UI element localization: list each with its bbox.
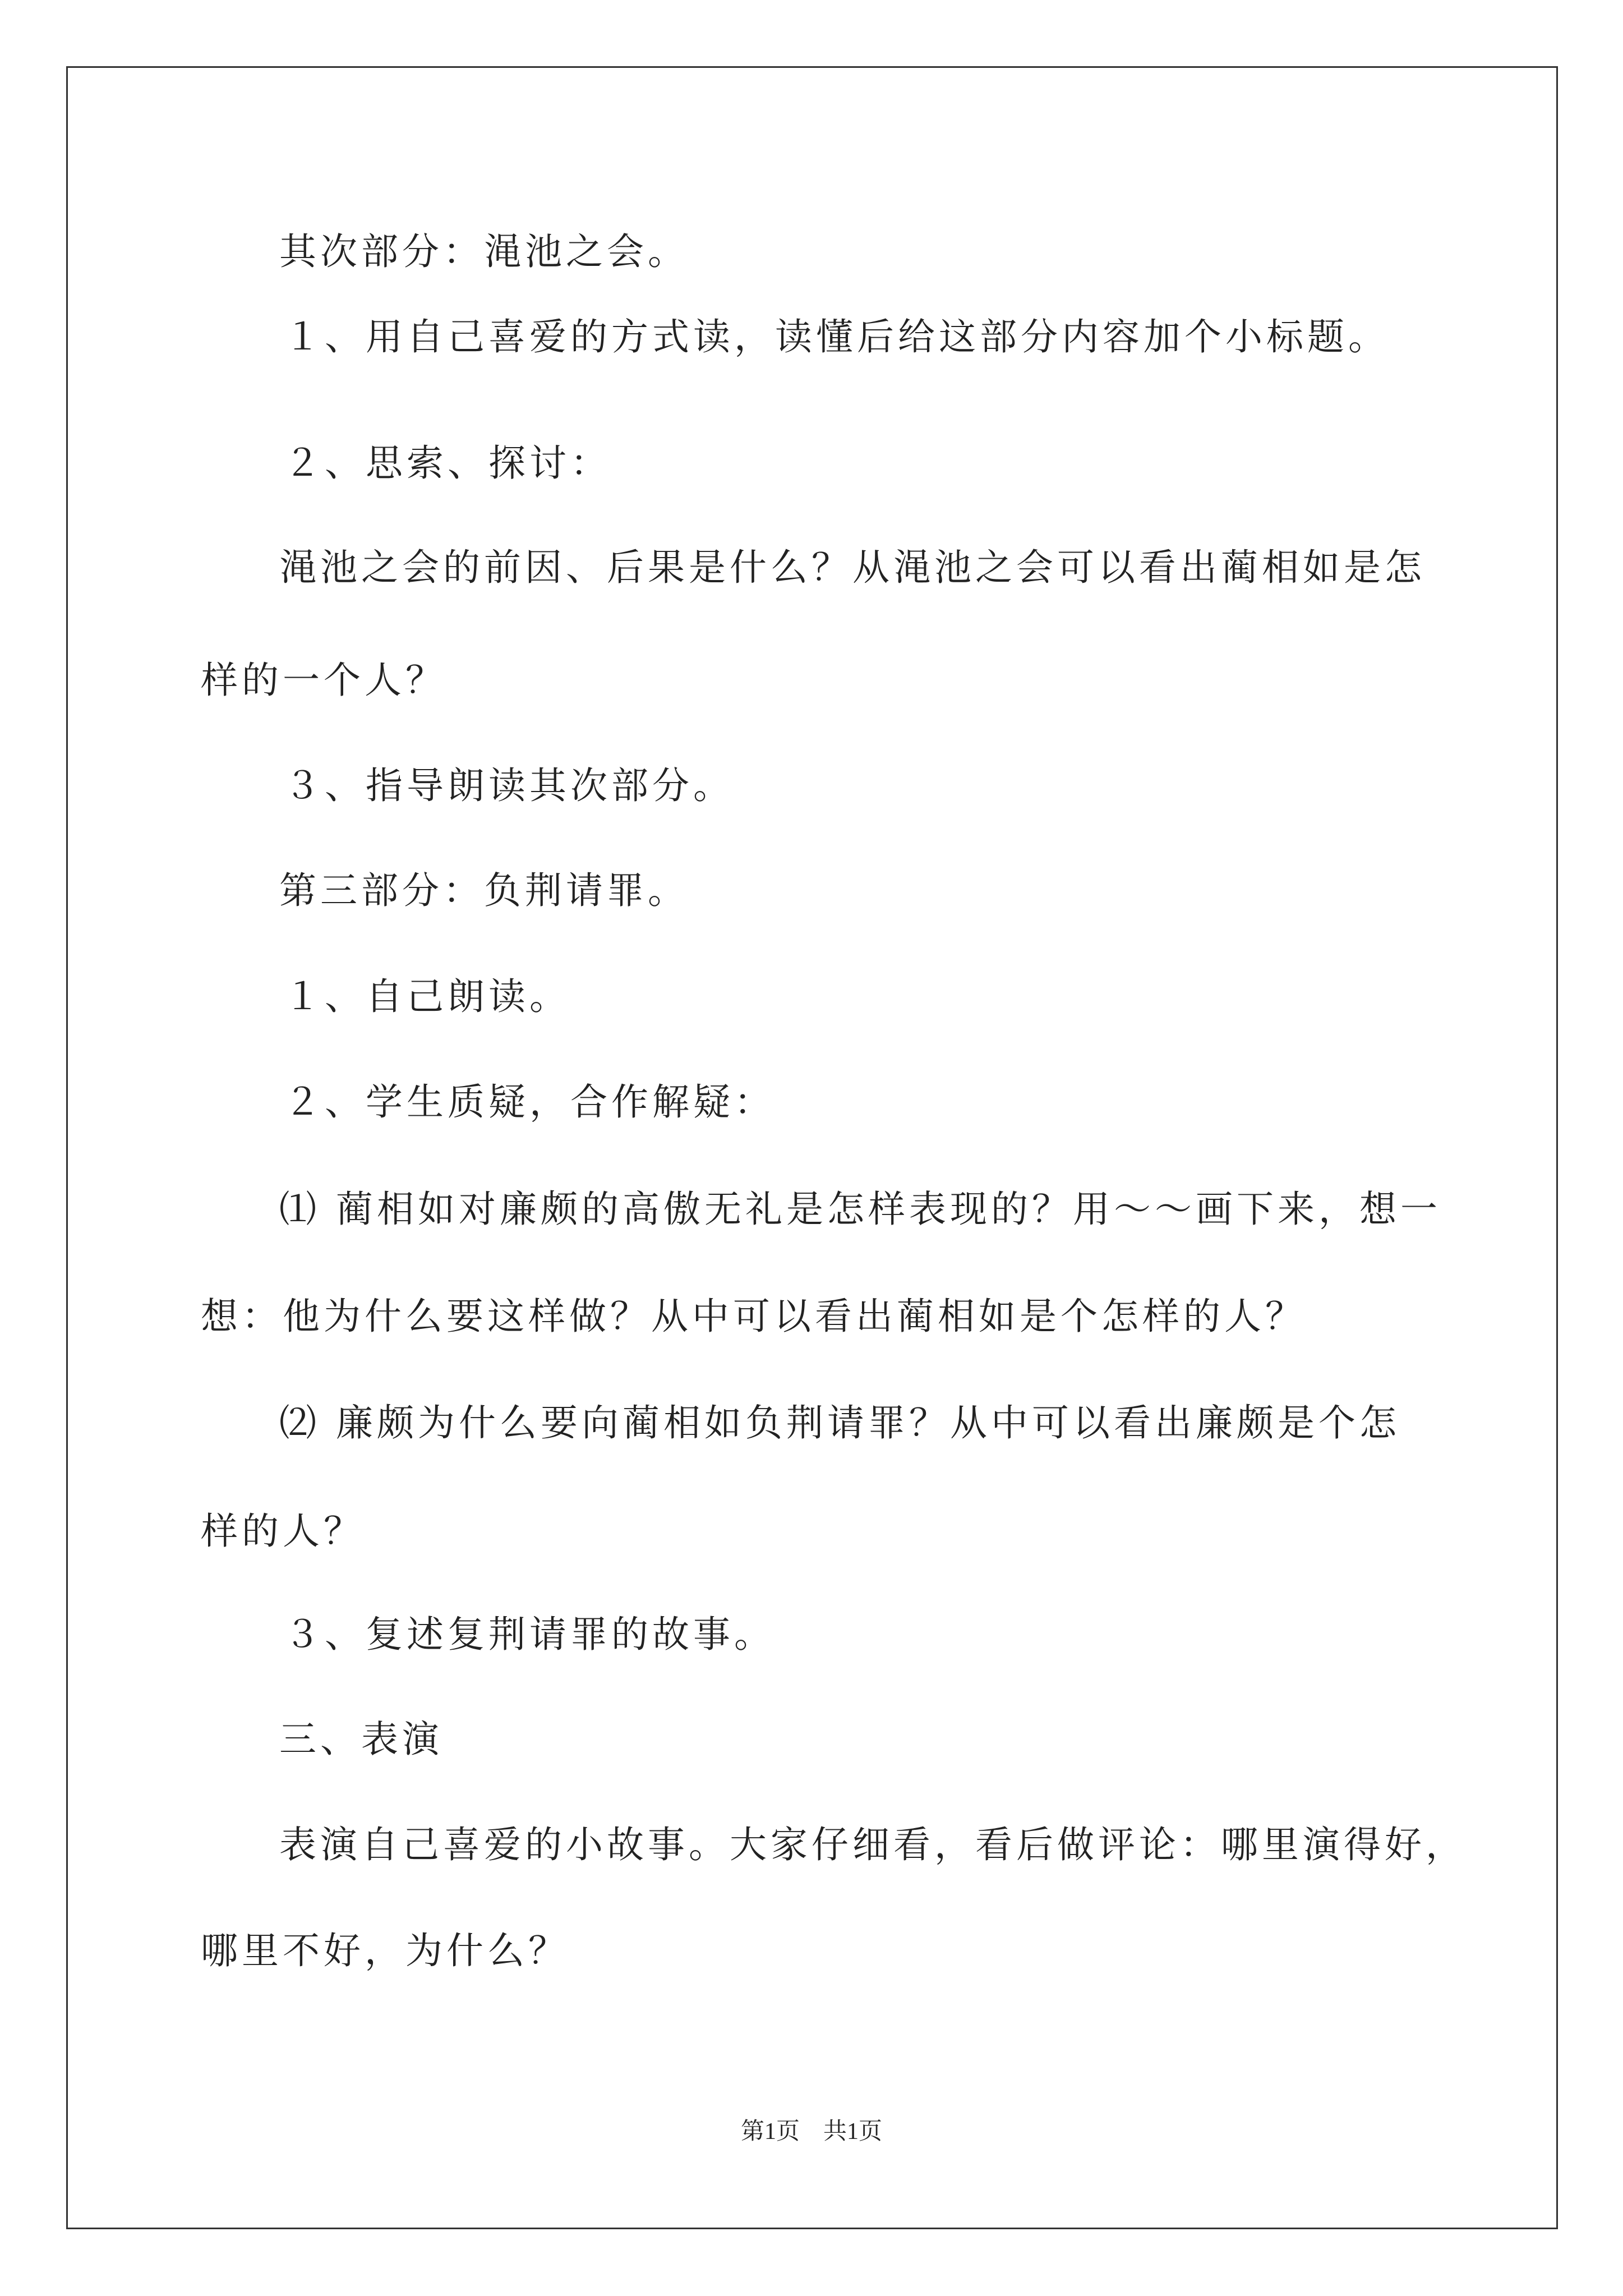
paragraph-line: ⑴ 蔺相如对廉颇的高傲无礼是怎样表现的？用～～画下来，想一 bbox=[279, 1188, 1441, 1231]
list-item: ３、指导朗读其次部分。 bbox=[284, 764, 734, 807]
list-item: １、用自己喜爱的方式读，读懂后给这部分内容加个小标题。 bbox=[284, 315, 1389, 358]
paragraph-line: 想：他为什么要这样做？从中可以看出蔺相如是个怎样的人？ bbox=[201, 1295, 1306, 1338]
list-item: ２、学生质疑，合作解疑： bbox=[284, 1080, 775, 1124]
section-heading: 第三部分：负荆请罪。 bbox=[279, 869, 689, 912]
page-footer: 第1页 共1页 bbox=[740, 2119, 882, 2145]
page-border bbox=[66, 66, 1558, 2229]
section-heading: 其次部分：渑池之会。 bbox=[279, 230, 689, 273]
list-item: ３、复述复荆请罪的故事。 bbox=[284, 1613, 775, 1656]
paragraph-line: 哪里不好，为什么？ bbox=[201, 1929, 569, 1972]
paragraph-line: 表演自己喜爱的小故事。大家仔细看，看后做评论：哪里演得好， bbox=[279, 1823, 1467, 1866]
list-item: ２、思索、探讨： bbox=[284, 441, 611, 485]
paragraph-line: 渑池之会的前因、后果是什么？从渑池之会可以看出蔺相如是怎 bbox=[279, 546, 1426, 589]
paragraph-line: 样的一个人？ bbox=[201, 659, 446, 702]
section-heading: 三、表演 bbox=[279, 1718, 443, 1761]
paragraph-line: ⑵ 廉颇为什么要向蔺相如负荆请罪？从中可以看出廉颇是个怎 bbox=[279, 1401, 1400, 1444]
paragraph-line: 样的人？ bbox=[201, 1510, 365, 1553]
list-item: １、自己朗读。 bbox=[284, 975, 570, 1018]
